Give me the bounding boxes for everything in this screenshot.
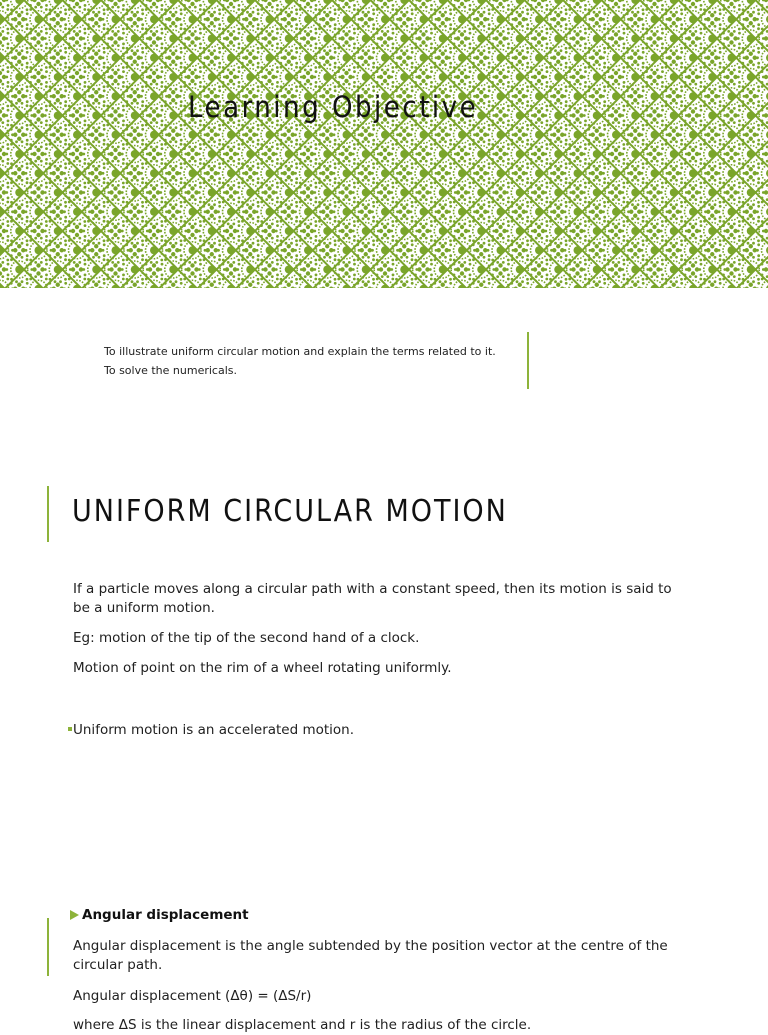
decorative-pattern [0, 0, 768, 288]
objective-item: To illustrate uniform circular motion and explain the terms related to it. [104, 342, 496, 361]
slide-title-uniform-circular-motion: UNIFORM CIRCULAR MOTION [72, 494, 508, 529]
bullet-item [68, 721, 354, 740]
heading-text: Angular displacement [82, 907, 249, 923]
section-heading [70, 907, 249, 923]
accent-divider [47, 918, 49, 976]
paragraph: If a particle moves along a circular path with a constant speed, then its motion is said to be a uniform motion. [73, 580, 683, 618]
objective-item: To solve the numericals. [104, 361, 496, 380]
bullet-text: Uniform motion is an accelerated motion. [73, 722, 354, 738]
slide-title-banner [0, 0, 768, 288]
paragraph: Angular displacement (Δθ) = (ΔS/r) [73, 987, 311, 1006]
paragraph: where ΔS is the linear displacement and r is the radius of the circle. [73, 1016, 531, 1035]
objectives-list [104, 342, 496, 380]
paragraph: Motion of point on the rim of a wheel rotating uniformly. [73, 659, 451, 678]
accent-divider [527, 332, 529, 389]
paragraph: Angular displacement is the angle subtended by the position vector at the centre of the circular path. [73, 937, 683, 975]
accent-divider [47, 486, 49, 542]
square-bullet-icon [68, 727, 72, 731]
slide-title-learning-objective: Learning Objective [188, 90, 478, 124]
paragraph: Eg: motion of the tip of the second hand of a clock. [73, 629, 419, 648]
arrow-bullet-icon [70, 910, 79, 920]
